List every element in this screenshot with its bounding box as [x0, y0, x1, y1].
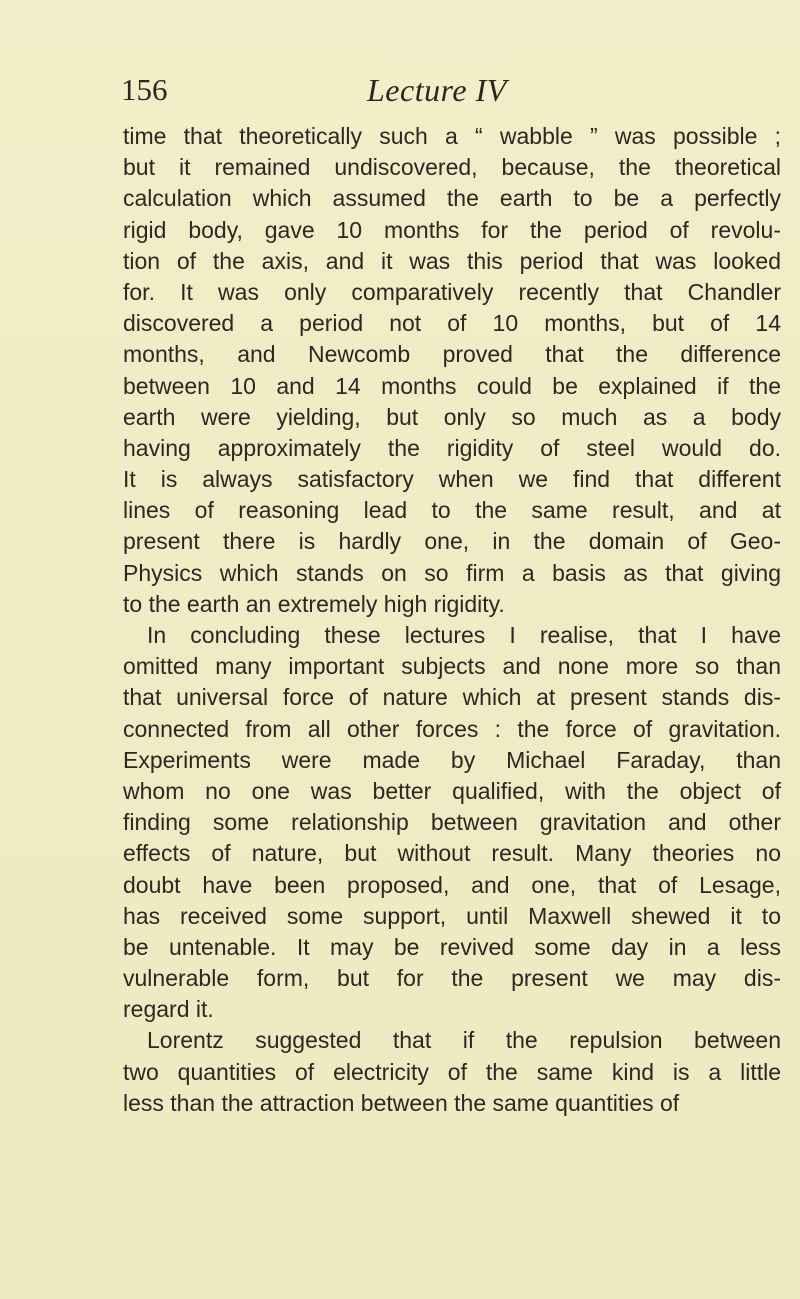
text-line: that universal force of nature which at present stands dis- — [123, 684, 781, 711]
text-line: Experiments were made by Michael Faraday, than — [123, 746, 781, 773]
text-line: but it remained undiscovered, because, the theoretical — [123, 154, 781, 181]
text-line: for. It was only comparatively recently that Chandler — [123, 278, 781, 305]
text-line: Lorentz suggested that if the repulsion between — [147, 1027, 781, 1054]
text-line: less than the attraction between the same quantities of — [123, 1089, 680, 1116]
text-line: calculation which assumed the earth to be a perfectly — [123, 185, 781, 212]
text-line: In concluding these lectures I realise, that I have — [147, 622, 781, 648]
text-line: finding some relationship between gravitation and other — [123, 809, 781, 836]
text-line: regard it. — [123, 996, 214, 1023]
text-line: It is always satisfactory when we find that different — [123, 466, 781, 493]
text-line: omitted many important subjects and none more so than — [123, 653, 781, 680]
text-line: between 10 and 14 months could be explained if the — [123, 372, 781, 399]
text-line: having approximately the rigidity of steel would do. — [123, 434, 781, 461]
paragraph — [123, 121, 781, 620]
text-line: rigid body, gave 10 months for the period of revolu- — [123, 216, 781, 243]
text-line: connected from all other forces : the force of gravitation. — [123, 715, 781, 742]
text-line: Physics which stands on so firm a basis as that giving — [123, 559, 781, 586]
paragraph — [123, 620, 781, 1025]
text-line: doubt have been proposed, and one, that of Lesage, — [123, 871, 781, 898]
text-line: lines of reasoning lead to the same result, and at — [123, 497, 781, 524]
text-line: earth were yielding, but only so much as a body — [123, 403, 781, 430]
text-line: effects of nature, but without result. Many theories no — [123, 840, 781, 867]
text-line: time that theoretically such a “ wabble ” was possible ; — [123, 123, 781, 149]
text-line: discovered a period not of 10 months, but of 14 — [123, 310, 781, 337]
body-text — [123, 121, 781, 1119]
text-line: has received some support, until Maxwell shewed it to — [123, 902, 781, 929]
text-line: two quantities of electricity of the same kind is a little — [123, 1058, 781, 1085]
text-line: present there is hardly one, in the domain of Geo- — [123, 528, 781, 555]
text-line: to the earth an extremely high rigidity. — [123, 590, 505, 617]
text-line: be untenable. It may be revived some day in a less — [123, 933, 781, 960]
page-number: 156 — [121, 72, 168, 107]
page-header — [0, 62, 800, 112]
paragraph — [123, 1025, 781, 1119]
text-line: whom no one was better qualified, with the object of — [123, 777, 781, 804]
text-line: vulnerable form, but for the present we may dis- — [123, 965, 781, 992]
paragraph-container — [123, 121, 781, 1119]
running-head: Lecture IV — [367, 72, 507, 108]
text-line: tion of the axis, and it was this period that was looked — [123, 247, 781, 274]
text-line: months, and Newcomb proved that the difference — [123, 341, 781, 368]
